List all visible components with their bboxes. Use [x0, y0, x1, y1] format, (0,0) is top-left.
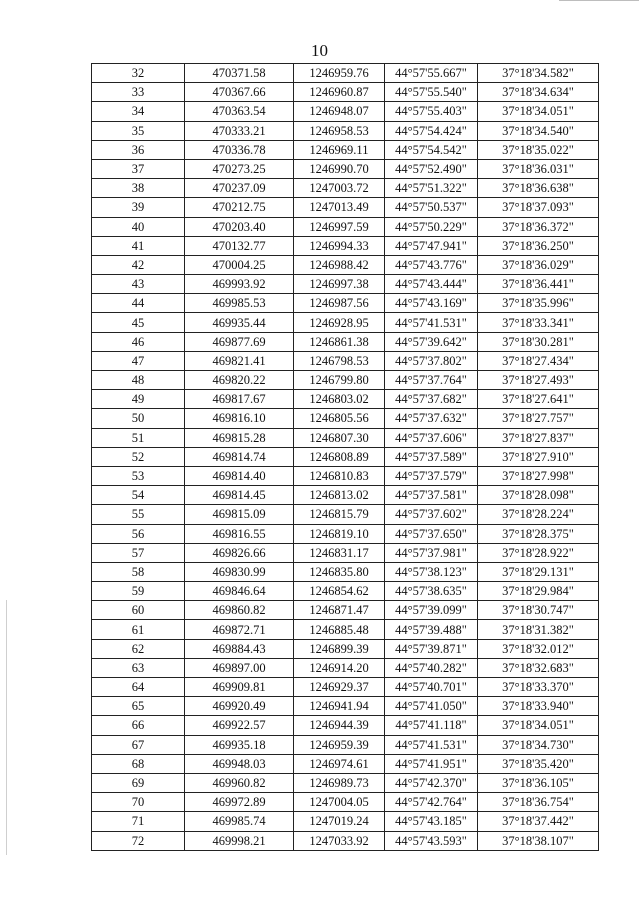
y-coordinate-cell: 1246959.76	[294, 64, 385, 83]
point-number-cell: 59	[92, 582, 185, 601]
longitude-cell: 37°18'36.754"	[478, 793, 599, 812]
table-row	[92, 351, 599, 370]
y-coordinate-cell: 1247033.92	[294, 831, 385, 850]
x-coordinate-cell: 470273.25	[185, 159, 294, 178]
table-row	[92, 64, 599, 83]
table-row	[92, 313, 599, 332]
point-number-cell: 72	[92, 831, 185, 850]
longitude-cell: 37°18'28.098"	[478, 486, 599, 505]
table-row	[92, 486, 599, 505]
y-coordinate-cell: 1246885.48	[294, 620, 385, 639]
table-row	[92, 812, 599, 831]
point-number-cell: 55	[92, 505, 185, 524]
latitude-cell: 44°57'37.802"	[385, 351, 478, 370]
table-row	[92, 447, 599, 466]
table-row	[92, 543, 599, 562]
point-number-cell: 42	[92, 255, 185, 274]
longitude-cell: 37°18'35.022"	[478, 140, 599, 159]
latitude-cell: 44°57'50.229"	[385, 217, 478, 236]
point-number-cell: 46	[92, 332, 185, 351]
longitude-cell: 37°18'27.910"	[478, 447, 599, 466]
longitude-cell: 37°18'36.105"	[478, 773, 599, 792]
point-number-cell: 56	[92, 524, 185, 543]
table-row	[92, 773, 599, 792]
coordinates-table	[91, 63, 599, 851]
table-row	[92, 524, 599, 543]
latitude-cell: 44°57'41.951"	[385, 754, 478, 773]
table-row	[92, 255, 599, 274]
y-coordinate-cell: 1246928.95	[294, 313, 385, 332]
table-row	[92, 198, 599, 217]
longitude-cell: 37°18'35.420"	[478, 754, 599, 773]
table-row	[92, 697, 599, 716]
point-number-cell: 47	[92, 351, 185, 370]
y-coordinate-cell: 1247013.49	[294, 198, 385, 217]
point-number-cell: 68	[92, 754, 185, 773]
table-row	[92, 159, 599, 178]
x-coordinate-cell: 470333.21	[185, 121, 294, 140]
point-number-cell: 70	[92, 793, 185, 812]
table-row	[92, 639, 599, 658]
y-coordinate-cell: 1246805.56	[294, 409, 385, 428]
x-coordinate-cell: 469998.21	[185, 831, 294, 850]
x-coordinate-cell: 469993.92	[185, 275, 294, 294]
table-row	[92, 390, 599, 409]
longitude-cell: 37°18'32.012"	[478, 639, 599, 658]
y-coordinate-cell: 1246960.87	[294, 83, 385, 102]
latitude-cell: 44°57'55.667"	[385, 64, 478, 83]
longitude-cell: 37°18'28.375"	[478, 524, 599, 543]
table-row	[92, 831, 599, 850]
point-number-cell: 63	[92, 658, 185, 677]
longitude-cell: 37°18'27.998"	[478, 466, 599, 485]
longitude-cell: 37°18'30.747"	[478, 601, 599, 620]
point-number-cell: 64	[92, 678, 185, 697]
y-coordinate-cell: 1246854.62	[294, 582, 385, 601]
x-coordinate-cell: 469814.74	[185, 447, 294, 466]
latitude-cell: 44°57'37.632"	[385, 409, 478, 428]
point-number-cell: 62	[92, 639, 185, 658]
table-row	[92, 102, 599, 121]
y-coordinate-cell: 1246941.94	[294, 697, 385, 716]
point-number-cell: 35	[92, 121, 185, 140]
point-number-cell: 32	[92, 64, 185, 83]
longitude-cell: 37°18'36.638"	[478, 179, 599, 198]
x-coordinate-cell: 469922.57	[185, 716, 294, 735]
x-coordinate-cell: 469897.00	[185, 658, 294, 677]
table-row	[92, 601, 599, 620]
scan-edge-mark	[559, 0, 639, 1]
latitude-cell: 44°57'37.579"	[385, 466, 478, 485]
x-coordinate-cell: 469860.82	[185, 601, 294, 620]
table-row	[92, 620, 599, 639]
longitude-cell: 37°18'28.224"	[478, 505, 599, 524]
point-number-cell: 40	[92, 217, 185, 236]
longitude-cell: 37°18'27.493"	[478, 371, 599, 390]
point-number-cell: 60	[92, 601, 185, 620]
x-coordinate-cell: 469816.55	[185, 524, 294, 543]
table-row	[92, 236, 599, 255]
x-coordinate-cell: 469884.43	[185, 639, 294, 658]
latitude-cell: 44°57'43.185"	[385, 812, 478, 831]
y-coordinate-cell: 1246807.30	[294, 428, 385, 447]
longitude-cell: 37°18'36.441"	[478, 275, 599, 294]
latitude-cell: 44°57'42.764"	[385, 793, 478, 812]
table-row	[92, 217, 599, 236]
latitude-cell: 44°57'37.981"	[385, 543, 478, 562]
point-number-cell: 37	[92, 159, 185, 178]
latitude-cell: 44°57'51.322"	[385, 179, 478, 198]
latitude-cell: 44°57'55.403"	[385, 102, 478, 121]
y-coordinate-cell: 1246948.07	[294, 102, 385, 121]
longitude-cell: 37°18'36.029"	[478, 255, 599, 274]
point-number-cell: 49	[92, 390, 185, 409]
x-coordinate-cell: 470371.58	[185, 64, 294, 83]
point-number-cell: 51	[92, 428, 185, 447]
latitude-cell: 44°57'43.776"	[385, 255, 478, 274]
table-row	[92, 678, 599, 697]
x-coordinate-cell: 469826.66	[185, 543, 294, 562]
y-coordinate-cell: 1246990.70	[294, 159, 385, 178]
point-number-cell: 48	[92, 371, 185, 390]
x-coordinate-cell: 469815.09	[185, 505, 294, 524]
x-coordinate-cell: 469935.18	[185, 735, 294, 754]
longitude-cell: 37°18'36.031"	[478, 159, 599, 178]
y-coordinate-cell: 1246799.80	[294, 371, 385, 390]
longitude-cell: 37°18'27.837"	[478, 428, 599, 447]
latitude-cell: 44°57'43.593"	[385, 831, 478, 850]
latitude-cell: 44°57'50.537"	[385, 198, 478, 217]
point-number-cell: 66	[92, 716, 185, 735]
x-coordinate-cell: 470132.77	[185, 236, 294, 255]
point-number-cell: 50	[92, 409, 185, 428]
x-coordinate-cell: 469920.49	[185, 697, 294, 716]
y-coordinate-cell: 1246798.53	[294, 351, 385, 370]
y-coordinate-cell: 1246871.47	[294, 601, 385, 620]
x-coordinate-cell: 469830.99	[185, 562, 294, 581]
point-number-cell: 45	[92, 313, 185, 332]
longitude-cell: 37°18'30.281"	[478, 332, 599, 351]
x-coordinate-cell: 469814.40	[185, 466, 294, 485]
y-coordinate-cell: 1246958.53	[294, 121, 385, 140]
x-coordinate-cell: 469821.41	[185, 351, 294, 370]
point-number-cell: 38	[92, 179, 185, 198]
latitude-cell: 44°57'52.490"	[385, 159, 478, 178]
table-row	[92, 428, 599, 447]
point-number-cell: 33	[92, 83, 185, 102]
y-coordinate-cell: 1246810.83	[294, 466, 385, 485]
latitude-cell: 44°57'41.531"	[385, 313, 478, 332]
x-coordinate-cell: 469909.81	[185, 678, 294, 697]
longitude-cell: 37°18'34.540"	[478, 121, 599, 140]
table-row	[92, 409, 599, 428]
y-coordinate-cell: 1246808.89	[294, 447, 385, 466]
longitude-cell: 37°18'38.107"	[478, 831, 599, 850]
point-number-cell: 36	[92, 140, 185, 159]
point-number-cell: 39	[92, 198, 185, 217]
latitude-cell: 44°57'39.871"	[385, 639, 478, 658]
y-coordinate-cell: 1246974.61	[294, 754, 385, 773]
latitude-cell: 44°57'37.682"	[385, 390, 478, 409]
y-coordinate-cell: 1247019.24	[294, 812, 385, 831]
longitude-cell: 37°18'27.641"	[478, 390, 599, 409]
latitude-cell: 44°57'41.050"	[385, 697, 478, 716]
longitude-cell: 37°18'35.996"	[478, 294, 599, 313]
x-coordinate-cell: 470367.66	[185, 83, 294, 102]
x-coordinate-cell: 469972.89	[185, 793, 294, 812]
x-coordinate-cell: 469948.03	[185, 754, 294, 773]
longitude-cell: 37°18'37.442"	[478, 812, 599, 831]
latitude-cell: 44°57'37.650"	[385, 524, 478, 543]
y-coordinate-cell: 1246819.10	[294, 524, 385, 543]
y-coordinate-cell: 1246914.20	[294, 658, 385, 677]
latitude-cell: 44°57'54.424"	[385, 121, 478, 140]
latitude-cell: 44°57'37.606"	[385, 428, 478, 447]
table-row	[92, 83, 599, 102]
y-coordinate-cell: 1247003.72	[294, 179, 385, 198]
x-coordinate-cell: 470336.78	[185, 140, 294, 159]
latitude-cell: 44°57'54.542"	[385, 140, 478, 159]
point-number-cell: 67	[92, 735, 185, 754]
scan-margin-line	[6, 600, 7, 855]
latitude-cell: 44°57'39.488"	[385, 620, 478, 639]
x-coordinate-cell: 469817.67	[185, 390, 294, 409]
longitude-cell: 37°18'33.370"	[478, 678, 599, 697]
point-number-cell: 52	[92, 447, 185, 466]
latitude-cell: 44°57'41.118"	[385, 716, 478, 735]
latitude-cell: 44°57'55.540"	[385, 83, 478, 102]
x-coordinate-cell: 469846.64	[185, 582, 294, 601]
point-number-cell: 58	[92, 562, 185, 581]
y-coordinate-cell: 1246815.79	[294, 505, 385, 524]
longitude-cell: 37°18'34.730"	[478, 735, 599, 754]
y-coordinate-cell: 1246929.37	[294, 678, 385, 697]
x-coordinate-cell: 470203.40	[185, 217, 294, 236]
y-coordinate-cell: 1246994.33	[294, 236, 385, 255]
y-coordinate-cell: 1246813.02	[294, 486, 385, 505]
longitude-cell: 37°18'31.382"	[478, 620, 599, 639]
longitude-cell: 37°18'33.940"	[478, 697, 599, 716]
y-coordinate-cell: 1246861.38	[294, 332, 385, 351]
latitude-cell: 44°57'37.589"	[385, 447, 478, 466]
latitude-cell: 44°57'47.941"	[385, 236, 478, 255]
longitude-cell: 37°18'34.582"	[478, 64, 599, 83]
x-coordinate-cell: 470004.25	[185, 255, 294, 274]
y-coordinate-cell: 1246803.02	[294, 390, 385, 409]
x-coordinate-cell: 469985.53	[185, 294, 294, 313]
table-row	[92, 371, 599, 390]
y-coordinate-cell: 1246835.80	[294, 562, 385, 581]
longitude-cell: 37°18'28.922"	[478, 543, 599, 562]
y-coordinate-cell: 1246899.39	[294, 639, 385, 658]
latitude-cell: 44°57'40.701"	[385, 678, 478, 697]
table-row	[92, 332, 599, 351]
table-row	[92, 716, 599, 735]
table-row	[92, 121, 599, 140]
x-coordinate-cell: 470237.09	[185, 179, 294, 198]
latitude-cell: 44°57'43.444"	[385, 275, 478, 294]
x-coordinate-cell: 469985.74	[185, 812, 294, 831]
x-coordinate-cell: 469814.45	[185, 486, 294, 505]
table-row	[92, 179, 599, 198]
y-coordinate-cell: 1246997.38	[294, 275, 385, 294]
table-row	[92, 140, 599, 159]
latitude-cell: 44°57'40.282"	[385, 658, 478, 677]
table-row	[92, 275, 599, 294]
latitude-cell: 44°57'39.642"	[385, 332, 478, 351]
longitude-cell: 37°18'27.757"	[478, 409, 599, 428]
table-row	[92, 294, 599, 313]
x-coordinate-cell: 469960.82	[185, 773, 294, 792]
longitude-cell: 37°18'33.341"	[478, 313, 599, 332]
latitude-cell: 44°57'39.099"	[385, 601, 478, 620]
latitude-cell: 44°57'42.370"	[385, 773, 478, 792]
y-coordinate-cell: 1246987.56	[294, 294, 385, 313]
table-row	[92, 562, 599, 581]
x-coordinate-cell: 469815.28	[185, 428, 294, 447]
longitude-cell: 37°18'34.634"	[478, 83, 599, 102]
y-coordinate-cell: 1246989.73	[294, 773, 385, 792]
x-coordinate-cell: 469820.22	[185, 371, 294, 390]
table-row	[92, 658, 599, 677]
y-coordinate-cell: 1246959.39	[294, 735, 385, 754]
point-number-cell: 43	[92, 275, 185, 294]
point-number-cell: 69	[92, 773, 185, 792]
x-coordinate-cell: 469872.71	[185, 620, 294, 639]
y-coordinate-cell: 1247004.05	[294, 793, 385, 812]
latitude-cell: 44°57'37.581"	[385, 486, 478, 505]
x-coordinate-cell: 470212.75	[185, 198, 294, 217]
x-coordinate-cell: 469816.10	[185, 409, 294, 428]
point-number-cell: 34	[92, 102, 185, 121]
longitude-cell: 37°18'36.372"	[478, 217, 599, 236]
table-row	[92, 754, 599, 773]
latitude-cell: 44°57'37.764"	[385, 371, 478, 390]
longitude-cell: 37°18'29.984"	[478, 582, 599, 601]
point-number-cell: 65	[92, 697, 185, 716]
y-coordinate-cell: 1246988.42	[294, 255, 385, 274]
point-number-cell: 41	[92, 236, 185, 255]
longitude-cell: 37°18'34.051"	[478, 102, 599, 121]
y-coordinate-cell: 1246831.17	[294, 543, 385, 562]
table-row	[92, 582, 599, 601]
coordinates-table-body	[92, 64, 599, 851]
latitude-cell: 44°57'43.169"	[385, 294, 478, 313]
longitude-cell: 37°18'29.131"	[478, 562, 599, 581]
table-row	[92, 735, 599, 754]
y-coordinate-cell: 1246969.11	[294, 140, 385, 159]
latitude-cell: 44°57'37.602"	[385, 505, 478, 524]
page-number: 10	[311, 41, 328, 60]
longitude-cell: 37°18'27.434"	[478, 351, 599, 370]
x-coordinate-cell: 469935.44	[185, 313, 294, 332]
latitude-cell: 44°57'38.635"	[385, 582, 478, 601]
point-number-cell: 71	[92, 812, 185, 831]
x-coordinate-cell: 469877.69	[185, 332, 294, 351]
table-row	[92, 793, 599, 812]
point-number-cell: 53	[92, 466, 185, 485]
point-number-cell: 44	[92, 294, 185, 313]
y-coordinate-cell: 1246944.39	[294, 716, 385, 735]
x-coordinate-cell: 470363.54	[185, 102, 294, 121]
point-number-cell: 54	[92, 486, 185, 505]
longitude-cell: 37°18'36.250"	[478, 236, 599, 255]
y-coordinate-cell: 1246997.59	[294, 217, 385, 236]
latitude-cell: 44°57'38.123"	[385, 562, 478, 581]
point-number-cell: 57	[92, 543, 185, 562]
longitude-cell: 37°18'32.683"	[478, 658, 599, 677]
table-row	[92, 466, 599, 485]
table-row	[92, 505, 599, 524]
point-number-cell: 61	[92, 620, 185, 639]
longitude-cell: 37°18'37.093"	[478, 198, 599, 217]
longitude-cell: 37°18'34.051"	[478, 716, 599, 735]
latitude-cell: 44°57'41.531"	[385, 735, 478, 754]
